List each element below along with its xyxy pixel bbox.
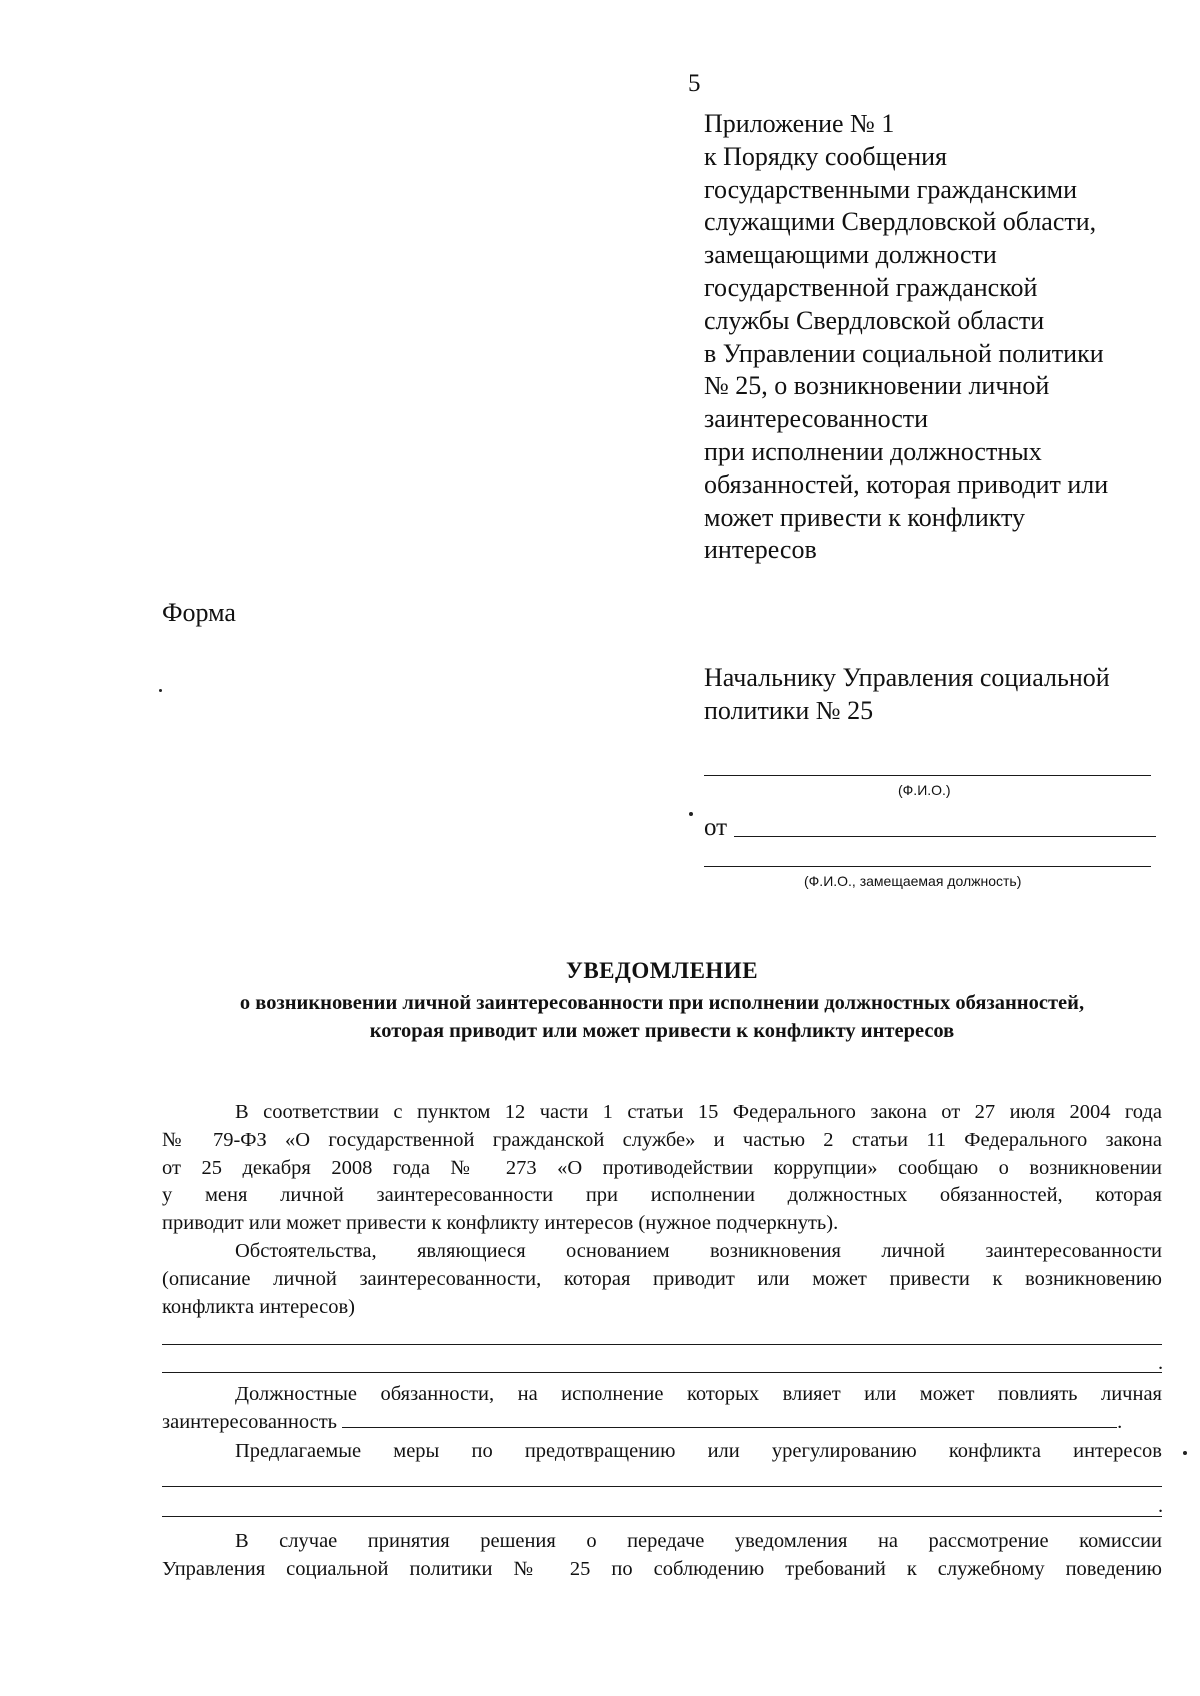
end-period: . (1158, 1352, 1164, 1374)
addressee-line: Начальнику Управления социальной (704, 663, 1110, 692)
document-subtitle-line: о возникновении личной заинтересованности при исполнении должностных обязанностей, (239, 992, 1085, 1014)
duties-label: заинтересованность (162, 1410, 338, 1433)
paragraph-line: Должностные обязанности, на исполнение которых влияет или может повлиять личная (235, 1383, 1162, 1405)
fio-caption: (Ф.И.О.) (898, 782, 951, 798)
measures-fill-line[interactable] (162, 1516, 1162, 1517)
scan-speck (1183, 1451, 1187, 1455)
end-period: . (1158, 1495, 1164, 1517)
paragraph-line: В соответствии с пунктом 12 части 1 статьи 15 Федерального закона от 27 июля 2004 года (235, 1101, 1162, 1123)
paragraph-line: Управления социальной политики № 25 по соблюдению требований к служебному поведению (162, 1557, 1162, 1580)
addressee-block (704, 661, 1174, 727)
sender-field[interactable] (734, 836, 1156, 837)
appendix-header (704, 108, 1154, 567)
appendix-line: в Управлении социальной политики (704, 338, 1104, 368)
paragraph-line: (описание личной заинтересованности, которая приводит или может привести к возникновению (162, 1267, 1162, 1290)
appendix-line: при исполнении должностных (704, 436, 1042, 466)
paragraph-line (162, 1409, 1162, 1437)
sender-position-field[interactable] (704, 866, 1151, 867)
appendix-line: заинтересованности (704, 404, 929, 434)
appendix-line: к Порядку сообщения (704, 141, 947, 171)
circumstances-fill-line[interactable] (162, 1372, 1162, 1373)
appendix-line: службы Свердловской области (704, 305, 1045, 335)
paragraph-commission (162, 1528, 1162, 1584)
document-subtitle-line: которая приводит или может привести к конфликту интересов (369, 1020, 955, 1042)
end-period: . (1117, 1410, 1123, 1433)
appendix-line: замещающими должности (704, 240, 997, 270)
paragraph-line: № 79-ФЗ «О государственной гражданской службе» и частью 2 статьи 11 Федерального закона (162, 1128, 1162, 1151)
from-label: от (704, 814, 728, 841)
appendix-line: № 25, о возникновении личной (704, 371, 1050, 401)
appendix-line: служащими Свердловской области, (704, 207, 1097, 237)
appendix-line: Приложение № 1 (704, 109, 895, 138)
addressee-line: политики № 25 (704, 696, 874, 725)
paragraph-duties (162, 1381, 1162, 1437)
fio-position-caption: (Ф.И.О., замещаемая должность) (804, 873, 1022, 889)
paragraph-line: от 25 декабря 2008 года № 273 «О противодействии коррупции» сообщаю о возникновении (162, 1156, 1162, 1179)
scan-speck (159, 689, 162, 692)
paragraph-measures (162, 1438, 1162, 1466)
page-number: 5 (688, 70, 701, 97)
addressee-fio-field[interactable] (704, 775, 1151, 776)
paragraph-line: В случае принятия решения о передаче уведомления на рассмотрение комиссии (235, 1530, 1162, 1552)
appendix-line: государственными гражданскими (704, 174, 1078, 204)
paragraph-line: конфликта интересов) (162, 1295, 355, 1318)
appendix-line: обязанностей, которая приводит или (704, 469, 1109, 499)
duties-fill-line[interactable] (342, 1409, 1117, 1428)
paragraph-line: у меня личной заинтересованности при исполнении должностных обязанностей, которая (162, 1184, 1162, 1207)
measures-fill-line[interactable] (162, 1486, 1162, 1487)
scan-speck (689, 812, 693, 816)
paragraph-legal-basis (162, 1099, 1162, 1238)
document-title: УВЕДОМЛЕНИЕ (565, 958, 759, 983)
paragraph-line: Предлагаемые меры по предотвращению или урегулированию конфликта интересов (235, 1440, 1162, 1462)
appendix-line: интересов (704, 535, 817, 565)
appendix-line: государственной гражданской (704, 272, 1038, 302)
form-label: Форма (162, 598, 236, 627)
appendix-line: может привести к конфликту (704, 502, 1026, 532)
paragraph-circumstances (162, 1238, 1162, 1321)
paragraph-line: приводит или может привести к конфликту интересов (нужное подчеркнуть). (162, 1212, 839, 1235)
paragraph-line: Обстоятельства, являющиеся основанием возникновения личной заинтересованности (235, 1240, 1162, 1262)
circumstances-fill-line[interactable] (162, 1344, 1162, 1345)
